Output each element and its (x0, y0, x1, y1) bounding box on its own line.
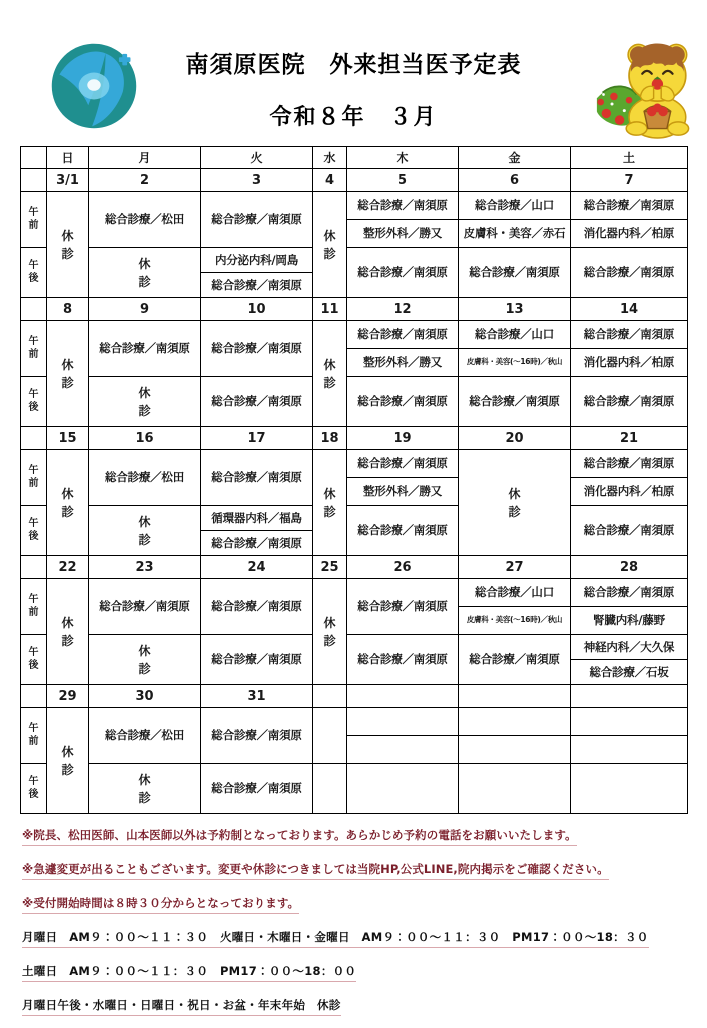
assignment-cell (459, 635, 571, 685)
date-cell: 13 (459, 298, 571, 321)
blank-entry (347, 735, 458, 763)
closed-cell: 休 診 (47, 450, 89, 556)
period-title: 令和８年 ３月 (269, 105, 438, 130)
pm-row (21, 248, 688, 298)
date-cell: 2 (89, 169, 201, 192)
assignment-entry: 総合診療／南須原 (211, 341, 302, 356)
dow-header-cell: 土 (571, 147, 688, 169)
assignment-cell (571, 248, 688, 298)
assignment-entry-small: 皮膚科・美容(〜16時)／秋山 (459, 606, 570, 634)
date-cell: 10 (201, 298, 313, 321)
blank-cell (571, 708, 688, 764)
assignment-cell (201, 764, 313, 814)
assignment-entry: 整形外科／勝又 (347, 219, 458, 247)
closed-cell: 休 診 (313, 321, 347, 427)
row-label-spacer (21, 685, 47, 708)
assignment-entry: 総合診療／南須原 (211, 470, 302, 485)
dow-header-row (21, 147, 688, 169)
assignment-cell (459, 192, 571, 248)
assignment-entry: 整形外科／勝又 (347, 477, 458, 505)
closed-cell: 休 診 (89, 506, 201, 556)
blank-cell (459, 764, 571, 814)
am-row (21, 321, 688, 377)
assignment-entry: 総合診療／南須原 (357, 652, 448, 667)
assignment-cell (201, 248, 313, 298)
date-cell: 26 (347, 556, 459, 579)
schedule-table (20, 146, 688, 814)
assignment-entry: 総合診療／南須原 (99, 341, 190, 356)
blank-cell (347, 764, 459, 814)
row-label-spacer (21, 427, 47, 450)
blank-cell (313, 764, 347, 814)
row-label-spacer (21, 298, 47, 321)
assignment-entry: 総合診療／南須原 (211, 652, 302, 667)
blank-entry (459, 735, 570, 763)
assignment-entry: 総合診療／南須原 (469, 265, 560, 280)
closed-cell: 休 診 (89, 764, 201, 814)
dow-header-cell: 火 (201, 147, 313, 169)
assignment-entry: 総合診療／南須原 (583, 523, 675, 538)
assignment-entry: 総合診療／南須原 (583, 585, 675, 600)
assignment-entry: 総合診療／南須原 (211, 599, 302, 614)
blank-entry (571, 708, 687, 735)
closed-cell: 休 診 (459, 450, 571, 556)
assignment-entry: 総合診療／南須原 (357, 327, 448, 342)
assignment-entry: 総合診療／松田 (104, 470, 185, 485)
dow-header-cell: 日 (47, 147, 89, 169)
assignment-cell (459, 248, 571, 298)
assignment-cell (571, 377, 688, 427)
pm-row-label: 午 後 (21, 377, 47, 427)
date-cell: 25 (313, 556, 347, 579)
pm-row (21, 377, 688, 427)
notice-line: ※受付開始時間は８時３０分からとなっております。 (22, 895, 299, 914)
closed-cell: 休 診 (47, 708, 89, 814)
pm-row-label: 午 後 (21, 635, 47, 685)
date-cell (571, 685, 688, 708)
dow-header-cell: 金 (459, 147, 571, 169)
date-cell: 5 (347, 169, 459, 192)
assignment-entry: 総合診療／山口 (474, 198, 555, 213)
date-cell: 3 (201, 169, 313, 192)
blank-entry (459, 708, 570, 735)
assignment-cell (347, 579, 459, 635)
hours-line: 土曜日 AM９：００〜１１：３０ PM17：００〜18：００ (22, 963, 356, 982)
dow-header-cell: 木 (347, 147, 459, 169)
assignment-cell (571, 321, 688, 377)
blank-cell (571, 764, 688, 814)
assignment-entry: 内分泌内科/岡島 (214, 252, 299, 267)
closed-cell: 休 診 (47, 321, 89, 427)
date-cell: 16 (89, 427, 201, 450)
date-cell: 7 (571, 169, 688, 192)
pm-row-label: 午 後 (21, 506, 47, 556)
assignment-entry: 総合診療／南須原 (583, 456, 675, 471)
assignment-entry: 総合診療／南須原 (211, 728, 302, 743)
date-cell (459, 685, 571, 708)
assignment-cell (89, 192, 201, 248)
hours-line: 月曜日 AM９：００〜１１：３０ 火曜日・木曜日・金曜日 AM９：００〜１１：３０ PM17：００〜18：３０ (22, 929, 649, 948)
am-row (21, 192, 688, 248)
am-row-label: 午 前 (21, 450, 47, 506)
date-row (21, 556, 688, 579)
closed-cell: 休 診 (47, 192, 89, 298)
assignment-entry: 神経内科／大久保 (583, 639, 675, 654)
date-row (21, 685, 688, 708)
assignment-entry: 整形外科／勝又 (347, 348, 458, 376)
row-label-spacer (21, 169, 47, 192)
assignment-entry: 総合診療／南須原 (201, 272, 312, 297)
assignment-entry: 総合診療／南須原 (583, 198, 675, 213)
page-header (0, 28, 707, 146)
dow-header-cell: 月 (89, 147, 201, 169)
date-cell: 11 (313, 298, 347, 321)
closed-cell: 休 診 (313, 450, 347, 556)
am-row (21, 450, 688, 506)
hours-line: 月曜日午後・水曜日・日曜日・祝日・お盆・年末年始 休診 (22, 997, 341, 1016)
date-row (21, 298, 688, 321)
assignment-cell (571, 635, 688, 685)
assignment-entry: 消化器内科／柏原 (571, 348, 687, 376)
assignment-entry: 総合診療／南須原 (357, 265, 448, 280)
assignment-entry: 総合診療／南須原 (211, 394, 302, 409)
date-cell: 28 (571, 556, 688, 579)
assignment-cell (201, 708, 313, 764)
date-cell: 17 (201, 427, 313, 450)
assignment-cell (459, 321, 571, 377)
assignment-cell (201, 192, 313, 248)
date-cell: 20 (459, 427, 571, 450)
row-label-spacer (21, 556, 47, 579)
assignment-entry: 総合診療／南須原 (357, 198, 448, 213)
bear-strawberry-mascot (595, 30, 699, 142)
assignment-entry: 総合診療／山口 (474, 585, 555, 600)
assignment-entry: 総合診療／南須原 (357, 456, 448, 471)
am-row-label: 午 前 (21, 192, 47, 248)
date-cell: 19 (347, 427, 459, 450)
assignment-entry: 総合診療／松田 (104, 212, 185, 227)
assignment-cell (459, 377, 571, 427)
notice-line: ※院長、松田医師、山本医師以外は予約制となっております。あらかじめ予約の電話をお願いいたします。 (22, 827, 577, 846)
blank-cell (347, 708, 459, 764)
assignment-cell (459, 579, 571, 635)
pm-row (21, 635, 688, 685)
assignment-cell (89, 708, 201, 764)
assignment-cell (571, 506, 688, 556)
closed-cell: 休 診 (89, 377, 201, 427)
assignment-cell (201, 321, 313, 377)
assignment-entry: 総合診療／南須原 (211, 781, 302, 796)
assignment-cell (201, 506, 313, 556)
closed-cell: 休 診 (47, 579, 89, 685)
assignment-cell (201, 377, 313, 427)
assignment-cell (571, 450, 688, 506)
blank-entry (571, 735, 687, 763)
assignment-entry: 総合診療／南須原 (583, 394, 675, 409)
date-cell: 30 (89, 685, 201, 708)
date-row (21, 427, 688, 450)
assignment-cell (347, 506, 459, 556)
assignment-cell (571, 192, 688, 248)
assignment-cell (347, 450, 459, 506)
date-cell: 24 (201, 556, 313, 579)
assignment-cell (347, 635, 459, 685)
assignment-entry: 消化器内科／柏原 (571, 477, 687, 505)
page-title: 南須原医院 外来担当医予定表 (185, 52, 522, 78)
blank-cell (459, 708, 571, 764)
assignment-cell (347, 192, 459, 248)
assignment-entry: 循環器内科／福島 (211, 510, 302, 525)
assignment-cell (347, 248, 459, 298)
assignment-entry: 総合診療／南須原 (211, 212, 302, 227)
date-cell: 27 (459, 556, 571, 579)
date-cell: 21 (571, 427, 688, 450)
assignment-entry: 消化器内科／柏原 (571, 219, 687, 247)
assignment-entry: 腎臓内科/藤野 (571, 606, 687, 634)
date-cell: 15 (47, 427, 89, 450)
date-cell: 14 (571, 298, 688, 321)
schedule-table-wrap (0, 146, 707, 814)
assignment-entry: 総合診療／南須原 (201, 530, 312, 555)
assignment-entry: 総合診療／松田 (104, 728, 185, 743)
assignment-entry: 総合診療／南須原 (357, 394, 448, 409)
assignment-cell (347, 377, 459, 427)
pm-row-label: 午 後 (21, 248, 47, 298)
date-row (21, 169, 688, 192)
date-cell (313, 685, 347, 708)
pm-row-label: 午 後 (21, 764, 47, 814)
am-row (21, 579, 688, 635)
assignment-cell (201, 635, 313, 685)
corner-cell (21, 147, 47, 169)
date-cell: 23 (89, 556, 201, 579)
notice-line: ※急遽変更が出ることもございます。変更や休診につきましては当院HP,公式LINE,院内掲示をご確認ください。 (22, 861, 609, 880)
assignment-cell (347, 321, 459, 377)
closed-cell: 休 診 (89, 248, 201, 298)
assignment-entry: 皮膚科・美容／赤石 (459, 219, 570, 247)
closed-cell: 休 診 (313, 192, 347, 298)
schedule-page (0, 28, 707, 1028)
am-row-label: 午 前 (21, 708, 47, 764)
blank-entry (347, 708, 458, 735)
assignment-entry: 総合診療／南須原 (99, 599, 190, 614)
assignment-entry: 総合診療／南須原 (583, 265, 675, 280)
date-cell: 22 (47, 556, 89, 579)
assignment-cell (89, 450, 201, 506)
footer-notes (0, 814, 707, 1028)
assignment-entry: 総合診療／山口 (474, 327, 555, 342)
assignment-entry: 総合診療／南須原 (469, 394, 560, 409)
assignment-cell (201, 450, 313, 506)
date-cell: 6 (459, 169, 571, 192)
am-row-label: 午 前 (21, 321, 47, 377)
assignment-entry: 総合診療／石坂 (571, 659, 687, 684)
assignment-entry: 総合診療／南須原 (469, 652, 560, 667)
date-cell: 18 (313, 427, 347, 450)
assignment-entry-small: 皮膚科・美容(〜16時)／秋山 (459, 348, 570, 376)
date-cell: 12 (347, 298, 459, 321)
dow-header-cell: 水 (313, 147, 347, 169)
date-cell: 9 (89, 298, 201, 321)
assignment-entry: 総合診療／南須原 (357, 599, 448, 614)
date-cell: 4 (313, 169, 347, 192)
date-cell: 29 (47, 685, 89, 708)
date-cell: 8 (47, 298, 89, 321)
blank-cell (313, 708, 347, 764)
assignment-cell (571, 579, 688, 635)
assignment-entry: 総合診療／南須原 (583, 327, 675, 342)
pm-row (21, 764, 688, 814)
date-cell (347, 685, 459, 708)
closed-cell: 休 診 (313, 579, 347, 685)
assignment-cell (201, 579, 313, 635)
date-cell: 3/1 (47, 169, 89, 192)
date-cell: 31 (201, 685, 313, 708)
am-row-label: 午 前 (21, 579, 47, 635)
assignment-cell (89, 579, 201, 635)
assignment-entry: 総合診療／南須原 (357, 523, 448, 538)
am-row (21, 708, 688, 764)
assignment-cell (89, 321, 201, 377)
pm-row (21, 506, 688, 556)
closed-cell: 休 診 (89, 635, 201, 685)
